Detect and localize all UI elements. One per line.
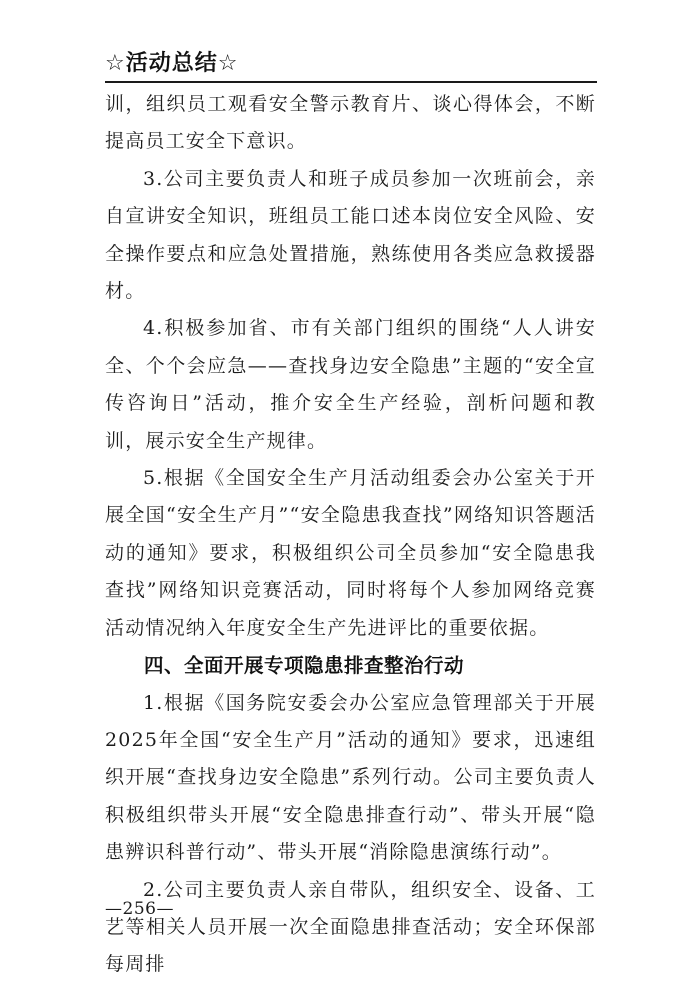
page-footer (105, 899, 174, 919)
page-header (105, 50, 597, 83)
paragraph-continuation: 训，组织员工观看安全警示教育片、谈心得体会，不断提高员工安全下意识。 (105, 93, 596, 153)
page-number: —256— (105, 899, 174, 919)
paragraph-item-5: 5.根据《全国安全生产月活动组委会办公室关于开展全国“安全生产月”“安全隐患我查找”网络知识答题活动的通知》要求，积极组织公司全员参加“安全隐患我查找”网络知识竞赛活动，同时将每个人参加网络竞赛活动情况纳入年度安全生产先进评比的重要依据。 (105, 467, 596, 639)
body-text (105, 86, 596, 984)
paragraph-item-1: 1.根据《国务院安委会办公室应急管理部关于开展2025年全国“安全生产月”活动的通知》要求，迅速组织开展“查找身边安全隐患”系列行动。公司主要负责人积极组织带头开展“安全隐患排查行动”、带头开展“隐患辨识科普行动”、带头开展“消除隐患演练行动”。 (105, 691, 596, 864)
header-title: ☆活动总结☆ (105, 51, 239, 76)
paragraph-item-3: 3.公司主要负责人和班子成员参加一次班前会，亲自宣讲安全知识，班组员工能口述本岗位安全风险、安全操作要点和应急处置措施，熟练使用各类应急救援器材。 (105, 167, 596, 303)
header-rule (105, 81, 597, 83)
paragraph-item-2: 2.公司主要负责人亲自带队，组织安全、设备、工艺等相关人员开展一次全面隐患排查活动；安全环保部每周排 (105, 878, 596, 976)
section-heading: 四、全面开展专项隐患排查整治行动 (144, 654, 465, 678)
paragraph-item-4: 4.积极参加省、市有关部门组织的围绕“人人讲安全、个个会应急——查找身边安全隐患”主题的“安全宣传咨询日”活动，推介安全生产经验，剖析问题和教训，展示安全生产规律。 (105, 317, 596, 452)
